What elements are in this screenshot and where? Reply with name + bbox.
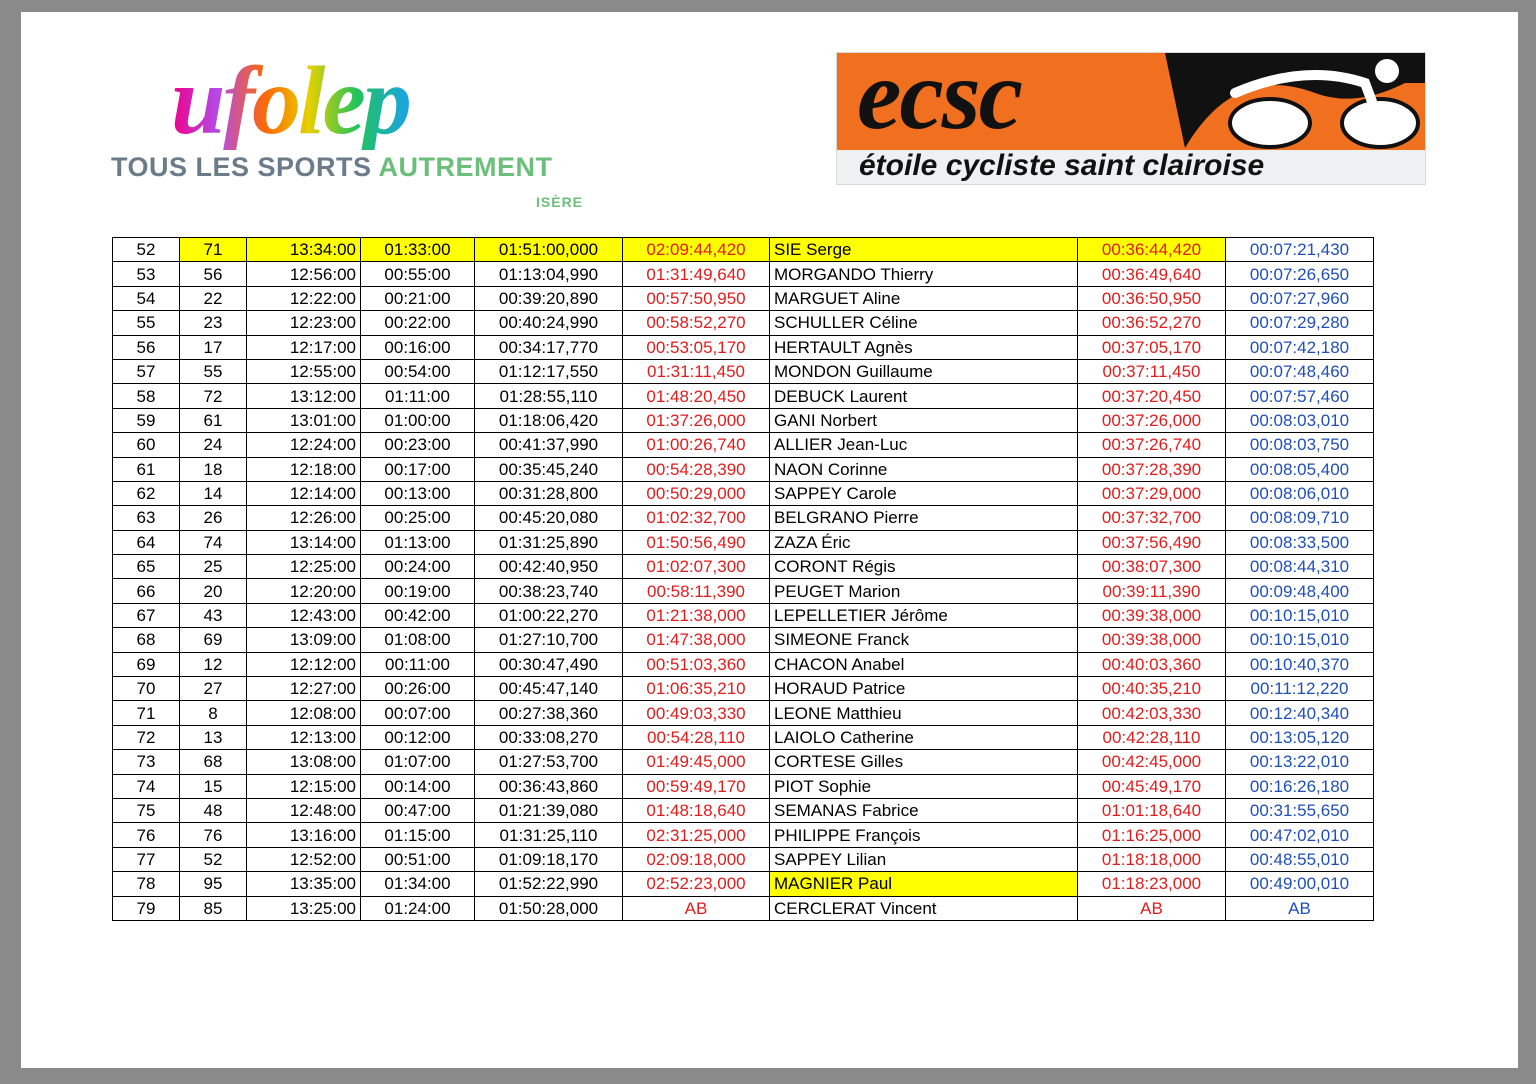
blue-gap-cell: 00:16:26,180: [1226, 774, 1374, 798]
offset-cell: 00:11:00: [361, 652, 475, 676]
rank-cell: 58: [113, 384, 180, 408]
offset-cell: 01:08:00: [361, 628, 475, 652]
offset-cell: 01:11:00: [361, 384, 475, 408]
blue-gap-cell: AB: [1226, 896, 1374, 920]
start-time-cell: 13:14:00: [247, 530, 361, 554]
offset-cell: 00:16:00: [361, 335, 475, 359]
blue-gap-cell: 00:10:15,010: [1226, 628, 1374, 652]
gap-time-cell: 00:37:28,390: [1078, 457, 1226, 481]
red-time-cell: 00:58:11,390: [623, 579, 770, 603]
rank-cell: 52: [113, 238, 180, 262]
rider-name-cell: SAPPEY Lilian: [770, 847, 1078, 871]
red-time-cell: 00:59:49,170: [623, 774, 770, 798]
rank-cell: 77: [113, 847, 180, 871]
offset-cell: 00:21:00: [361, 286, 475, 310]
total-time-cell: 01:27:10,700: [475, 628, 623, 652]
total-time-cell: 01:51:00,000: [475, 238, 623, 262]
offset-cell: 00:07:00: [361, 701, 475, 725]
gap-time-cell: 00:39:38,000: [1078, 628, 1226, 652]
table-row: [113, 506, 1374, 530]
table-row: [113, 774, 1374, 798]
gap-time-cell: 00:42:28,110: [1078, 725, 1226, 749]
red-time-cell: 00:53:05,170: [623, 335, 770, 359]
red-time-cell: 02:31:25,000: [623, 823, 770, 847]
start-time-cell: 12:08:00: [247, 701, 361, 725]
gap-time-cell: 00:37:05,170: [1078, 335, 1226, 359]
red-time-cell: 00:50:29,000: [623, 481, 770, 505]
gap-time-cell: 00:39:38,000: [1078, 603, 1226, 627]
rider-name-cell: CORTESE Gilles: [770, 750, 1078, 774]
gap-time-cell: 00:37:32,700: [1078, 506, 1226, 530]
blue-gap-cell: 00:48:55,010: [1226, 847, 1374, 871]
bib-cell: 48: [180, 798, 247, 822]
gap-time-cell: 00:37:26,000: [1078, 408, 1226, 432]
rank-cell: 67: [113, 603, 180, 627]
table-row: [113, 408, 1374, 432]
total-time-cell: 01:09:18,170: [475, 847, 623, 871]
start-time-cell: 12:17:00: [247, 335, 361, 359]
total-time-cell: 01:13:04,990: [475, 262, 623, 286]
bib-cell: 27: [180, 677, 247, 701]
bib-cell: 52: [180, 847, 247, 871]
offset-cell: 00:25:00: [361, 506, 475, 530]
start-time-cell: 12:26:00: [247, 506, 361, 530]
rank-cell: 76: [113, 823, 180, 847]
ecsc-logo-text: ecsc: [857, 52, 1022, 150]
blue-gap-cell: 00:07:42,180: [1226, 335, 1374, 359]
offset-cell: 00:13:00: [361, 481, 475, 505]
offset-cell: 01:15:00: [361, 823, 475, 847]
red-time-cell: 01:48:18,640: [623, 798, 770, 822]
red-time-cell: 01:02:07,300: [623, 555, 770, 579]
total-time-cell: 01:28:55,110: [475, 384, 623, 408]
total-time-cell: 00:34:17,770: [475, 335, 623, 359]
red-time-cell: 01:49:45,000: [623, 750, 770, 774]
bib-cell: 26: [180, 506, 247, 530]
total-time-cell: 01:31:25,110: [475, 823, 623, 847]
rider-name-cell: HERTAULT Agnès: [770, 335, 1078, 359]
offset-cell: 00:12:00: [361, 725, 475, 749]
rider-name-cell: MAGNIER Paul: [770, 872, 1078, 896]
offset-cell: 01:24:00: [361, 896, 475, 920]
ecsc-subtitle: étoile cycliste saint clairoise: [859, 149, 1265, 182]
total-time-cell: 00:27:38,360: [475, 701, 623, 725]
red-time-cell: 01:21:38,000: [623, 603, 770, 627]
bib-cell: 17: [180, 335, 247, 359]
rider-name-cell: ALLIER Jean-Luc: [770, 433, 1078, 457]
table-row: [113, 823, 1374, 847]
rider-name-cell: HORAUD Patrice: [770, 677, 1078, 701]
rank-cell: 79: [113, 896, 180, 920]
total-time-cell: 00:35:45,240: [475, 457, 623, 481]
rider-name-cell: PIOT Sophie: [770, 774, 1078, 798]
start-time-cell: 12:25:00: [247, 555, 361, 579]
start-time-cell: 12:52:00: [247, 847, 361, 871]
gap-time-cell: 00:37:11,450: [1078, 359, 1226, 383]
start-time-cell: 13:08:00: [247, 750, 361, 774]
table-row: [113, 335, 1374, 359]
gap-time-cell: 01:18:18,000: [1078, 847, 1226, 871]
red-time-cell: 01:06:35,210: [623, 677, 770, 701]
ufolep-tagline: [111, 152, 553, 183]
rider-name-cell: PHILIPPE François: [770, 823, 1078, 847]
table-row: [113, 677, 1374, 701]
offset-cell: 00:19:00: [361, 579, 475, 603]
start-time-cell: 12:24:00: [247, 433, 361, 457]
blue-gap-cell: 00:47:02,010: [1226, 823, 1374, 847]
bib-cell: 13: [180, 725, 247, 749]
gap-time-cell: 00:36:50,950: [1078, 286, 1226, 310]
start-time-cell: 13:25:00: [247, 896, 361, 920]
table-row: [113, 530, 1374, 554]
rider-name-cell: SCHULLER Céline: [770, 311, 1078, 335]
results-page: [21, 12, 1518, 1068]
rank-cell: 53: [113, 262, 180, 286]
bib-cell: 12: [180, 652, 247, 676]
bib-cell: 20: [180, 579, 247, 603]
gap-time-cell: 00:37:26,740: [1078, 433, 1226, 457]
red-time-cell: 02:09:44,420: [623, 238, 770, 262]
table-row: [113, 603, 1374, 627]
bib-cell: 23: [180, 311, 247, 335]
rider-name-cell: DEBUCK Laurent: [770, 384, 1078, 408]
ufolep-tagline-part1: TOUS LES SPORTS: [111, 152, 379, 182]
bib-cell: 25: [180, 555, 247, 579]
gap-time-cell: 01:01:18,640: [1078, 798, 1226, 822]
gap-time-cell: 00:45:49,170: [1078, 774, 1226, 798]
table-row: [113, 579, 1374, 603]
bib-cell: 95: [180, 872, 247, 896]
ecsc-logo: [836, 52, 1426, 185]
offset-cell: 01:13:00: [361, 530, 475, 554]
gap-time-cell: 01:16:25,000: [1078, 823, 1226, 847]
blue-gap-cell: 00:31:55,650: [1226, 798, 1374, 822]
table-row: [113, 286, 1374, 310]
bib-cell: 61: [180, 408, 247, 432]
rider-name-cell: MONDON Guillaume: [770, 359, 1078, 383]
start-time-cell: 13:09:00: [247, 628, 361, 652]
total-time-cell: 00:42:40,950: [475, 555, 623, 579]
red-time-cell: 01:00:26,740: [623, 433, 770, 457]
rider-name-cell: BELGRANO Pierre: [770, 506, 1078, 530]
start-time-cell: 12:23:00: [247, 311, 361, 335]
bib-cell: 14: [180, 481, 247, 505]
results-table-body: [113, 238, 1374, 921]
red-time-cell: 01:31:49,640: [623, 262, 770, 286]
start-time-cell: 13:01:00: [247, 408, 361, 432]
table-row: [113, 896, 1374, 920]
start-time-cell: 12:43:00: [247, 603, 361, 627]
total-time-cell: 00:30:47,490: [475, 652, 623, 676]
total-time-cell: 00:39:20,890: [475, 286, 623, 310]
total-time-cell: 00:41:37,990: [475, 433, 623, 457]
blue-gap-cell: 00:10:15,010: [1226, 603, 1374, 627]
start-time-cell: 13:12:00: [247, 384, 361, 408]
offset-cell: 00:17:00: [361, 457, 475, 481]
red-time-cell: 00:51:03,360: [623, 652, 770, 676]
red-time-cell: 00:58:52,270: [623, 311, 770, 335]
blue-gap-cell: 00:07:29,280: [1226, 311, 1374, 335]
table-row: [113, 238, 1374, 262]
gap-time-cell: 00:40:35,210: [1078, 677, 1226, 701]
start-time-cell: 12:12:00: [247, 652, 361, 676]
offset-cell: 01:33:00: [361, 238, 475, 262]
total-time-cell: 01:52:22,990: [475, 872, 623, 896]
table-row: [113, 384, 1374, 408]
rank-cell: 74: [113, 774, 180, 798]
total-time-cell: 01:27:53,700: [475, 750, 623, 774]
rider-name-cell: LEPELLETIER Jérôme: [770, 603, 1078, 627]
offset-cell: 00:26:00: [361, 677, 475, 701]
offset-cell: 00:14:00: [361, 774, 475, 798]
cyclist-icon: [1165, 53, 1425, 153]
table-row: [113, 847, 1374, 871]
start-time-cell: 12:13:00: [247, 725, 361, 749]
rank-cell: 78: [113, 872, 180, 896]
rider-name-cell: PEUGET Marion: [770, 579, 1078, 603]
rider-name-cell: CERCLERAT Vincent: [770, 896, 1078, 920]
ufolep-region: ISÈRE: [536, 194, 584, 210]
bib-cell: 74: [180, 530, 247, 554]
table-row: [113, 701, 1374, 725]
rider-name-cell: CHACON Anabel: [770, 652, 1078, 676]
rank-cell: 59: [113, 408, 180, 432]
table-row: [113, 725, 1374, 749]
blue-gap-cell: 00:08:06,010: [1226, 481, 1374, 505]
offset-cell: 00:51:00: [361, 847, 475, 871]
rank-cell: 73: [113, 750, 180, 774]
red-time-cell: AB: [623, 896, 770, 920]
rank-cell: 69: [113, 652, 180, 676]
gap-time-cell: 00:42:45,000: [1078, 750, 1226, 774]
table-row: [113, 262, 1374, 286]
total-time-cell: 00:45:20,080: [475, 506, 623, 530]
table-row: [113, 555, 1374, 579]
red-time-cell: 00:49:03,330: [623, 701, 770, 725]
table-row: [113, 652, 1374, 676]
blue-gap-cell: 00:08:09,710: [1226, 506, 1374, 530]
blue-gap-cell: 00:08:03,010: [1226, 408, 1374, 432]
total-time-cell: 01:31:25,890: [475, 530, 623, 554]
blue-gap-cell: 00:07:48,460: [1226, 359, 1374, 383]
bib-cell: 55: [180, 359, 247, 383]
red-time-cell: 02:09:18,000: [623, 847, 770, 871]
rank-cell: 57: [113, 359, 180, 383]
rank-cell: 71: [113, 701, 180, 725]
total-time-cell: 00:36:43,860: [475, 774, 623, 798]
gap-time-cell: 00:38:07,300: [1078, 555, 1226, 579]
offset-cell: 00:54:00: [361, 359, 475, 383]
red-time-cell: 01:37:26,000: [623, 408, 770, 432]
rider-name-cell: LAIOLO Catherine: [770, 725, 1078, 749]
start-time-cell: 12:55:00: [247, 359, 361, 383]
red-time-cell: 00:54:28,110: [623, 725, 770, 749]
blue-gap-cell: 00:13:05,120: [1226, 725, 1374, 749]
rider-name-cell: SIMEONE Franck: [770, 628, 1078, 652]
rank-cell: 62: [113, 481, 180, 505]
blue-gap-cell: 00:08:05,400: [1226, 457, 1374, 481]
start-time-cell: 12:56:00: [247, 262, 361, 286]
start-time-cell: 13:16:00: [247, 823, 361, 847]
total-time-cell: 01:12:17,550: [475, 359, 623, 383]
offset-cell: 00:22:00: [361, 311, 475, 335]
rank-cell: 70: [113, 677, 180, 701]
bib-cell: 43: [180, 603, 247, 627]
ufolep-logo-text: ufolep: [171, 47, 409, 155]
bib-cell: 71: [180, 238, 247, 262]
rider-name-cell: GANI Norbert: [770, 408, 1078, 432]
gap-time-cell: 00:36:49,640: [1078, 262, 1226, 286]
table-row: [113, 872, 1374, 896]
total-time-cell: 01:00:22,270: [475, 603, 623, 627]
rider-name-cell: SEMANAS Fabrice: [770, 798, 1078, 822]
gap-time-cell: 00:37:20,450: [1078, 384, 1226, 408]
table-row: [113, 359, 1374, 383]
total-time-cell: 00:31:28,800: [475, 481, 623, 505]
rank-cell: 75: [113, 798, 180, 822]
total-time-cell: 01:18:06,420: [475, 408, 623, 432]
rank-cell: 54: [113, 286, 180, 310]
rider-name-cell: SIE Serge: [770, 238, 1078, 262]
results-table: [112, 237, 1374, 921]
start-time-cell: 13:35:00: [247, 872, 361, 896]
ufolep-tagline-part2: AUTREMENT: [378, 152, 553, 182]
start-time-cell: 12:48:00: [247, 798, 361, 822]
bib-cell: 18: [180, 457, 247, 481]
total-time-cell: 00:33:08,270: [475, 725, 623, 749]
rider-name-cell: LEONE Matthieu: [770, 701, 1078, 725]
blue-gap-cell: 00:09:48,400: [1226, 579, 1374, 603]
bib-cell: 8: [180, 701, 247, 725]
rank-cell: 64: [113, 530, 180, 554]
rank-cell: 68: [113, 628, 180, 652]
table-row: [113, 798, 1374, 822]
blue-gap-cell: 00:07:21,430: [1226, 238, 1374, 262]
table-row: [113, 750, 1374, 774]
red-time-cell: 00:54:28,390: [623, 457, 770, 481]
offset-cell: 01:00:00: [361, 408, 475, 432]
red-time-cell: 00:57:50,950: [623, 286, 770, 310]
red-time-cell: 01:47:38,000: [623, 628, 770, 652]
offset-cell: 00:23:00: [361, 433, 475, 457]
bib-cell: 76: [180, 823, 247, 847]
bib-cell: 24: [180, 433, 247, 457]
red-time-cell: 02:52:23,000: [623, 872, 770, 896]
blue-gap-cell: 00:10:40,370: [1226, 652, 1374, 676]
blue-gap-cell: 00:12:40,340: [1226, 701, 1374, 725]
total-time-cell: 00:40:24,990: [475, 311, 623, 335]
table-row: [113, 481, 1374, 505]
table-row: [113, 457, 1374, 481]
start-time-cell: 12:15:00: [247, 774, 361, 798]
gap-time-cell: 00:37:56,490: [1078, 530, 1226, 554]
start-time-cell: 13:34:00: [247, 238, 361, 262]
gap-time-cell: 00:36:52,270: [1078, 311, 1226, 335]
red-time-cell: 01:02:32,700: [623, 506, 770, 530]
red-time-cell: 01:48:20,450: [623, 384, 770, 408]
table-row: [113, 433, 1374, 457]
blue-gap-cell: 00:08:44,310: [1226, 555, 1374, 579]
offset-cell: 00:55:00: [361, 262, 475, 286]
rank-cell: 61: [113, 457, 180, 481]
gap-time-cell: 00:36:44,420: [1078, 238, 1226, 262]
bib-cell: 69: [180, 628, 247, 652]
bib-cell: 22: [180, 286, 247, 310]
total-time-cell: 01:50:28,000: [475, 896, 623, 920]
bib-cell: 15: [180, 774, 247, 798]
table-row: [113, 311, 1374, 335]
gap-time-cell: 00:40:03,360: [1078, 652, 1226, 676]
start-time-cell: 12:20:00: [247, 579, 361, 603]
rider-name-cell: MARGUET Aline: [770, 286, 1078, 310]
blue-gap-cell: 00:08:03,750: [1226, 433, 1374, 457]
start-time-cell: 12:14:00: [247, 481, 361, 505]
rider-name-cell: MORGANDO Thierry: [770, 262, 1078, 286]
total-time-cell: 00:45:47,140: [475, 677, 623, 701]
start-time-cell: 12:22:00: [247, 286, 361, 310]
blue-gap-cell: 00:07:26,650: [1226, 262, 1374, 286]
blue-gap-cell: 00:49:00,010: [1226, 872, 1374, 896]
total-time-cell: 01:21:39,080: [475, 798, 623, 822]
rank-cell: 60: [113, 433, 180, 457]
blue-gap-cell: 00:07:27,960: [1226, 286, 1374, 310]
gap-time-cell: AB: [1078, 896, 1226, 920]
gap-time-cell: 01:18:23,000: [1078, 872, 1226, 896]
total-time-cell: 00:38:23,740: [475, 579, 623, 603]
offset-cell: 01:07:00: [361, 750, 475, 774]
blue-gap-cell: 00:11:12,220: [1226, 677, 1374, 701]
offset-cell: 01:34:00: [361, 872, 475, 896]
rank-cell: 63: [113, 506, 180, 530]
rider-name-cell: ZAZA Éric: [770, 530, 1078, 554]
bib-cell: 68: [180, 750, 247, 774]
blue-gap-cell: 00:08:33,500: [1226, 530, 1374, 554]
red-time-cell: 01:31:11,450: [623, 359, 770, 383]
rider-name-cell: CORONT Régis: [770, 555, 1078, 579]
offset-cell: 00:47:00: [361, 798, 475, 822]
gap-time-cell: 00:37:29,000: [1078, 481, 1226, 505]
red-time-cell: 01:50:56,490: [623, 530, 770, 554]
blue-gap-cell: 00:07:57,460: [1226, 384, 1374, 408]
start-time-cell: 12:18:00: [247, 457, 361, 481]
rider-name-cell: NAON Corinne: [770, 457, 1078, 481]
blue-gap-cell: 00:13:22,010: [1226, 750, 1374, 774]
bib-cell: 85: [180, 896, 247, 920]
gap-time-cell: 00:42:03,330: [1078, 701, 1226, 725]
bib-cell: 72: [180, 384, 247, 408]
rank-cell: 72: [113, 725, 180, 749]
rank-cell: 56: [113, 335, 180, 359]
rank-cell: 65: [113, 555, 180, 579]
ufolep-logo: [111, 47, 601, 227]
start-time-cell: 12:27:00: [247, 677, 361, 701]
table-row: [113, 628, 1374, 652]
rider-name-cell: SAPPEY Carole: [770, 481, 1078, 505]
bib-cell: 56: [180, 262, 247, 286]
offset-cell: 00:42:00: [361, 603, 475, 627]
gap-time-cell: 00:39:11,390: [1078, 579, 1226, 603]
rank-cell: 55: [113, 311, 180, 335]
offset-cell: 00:24:00: [361, 555, 475, 579]
rank-cell: 66: [113, 579, 180, 603]
